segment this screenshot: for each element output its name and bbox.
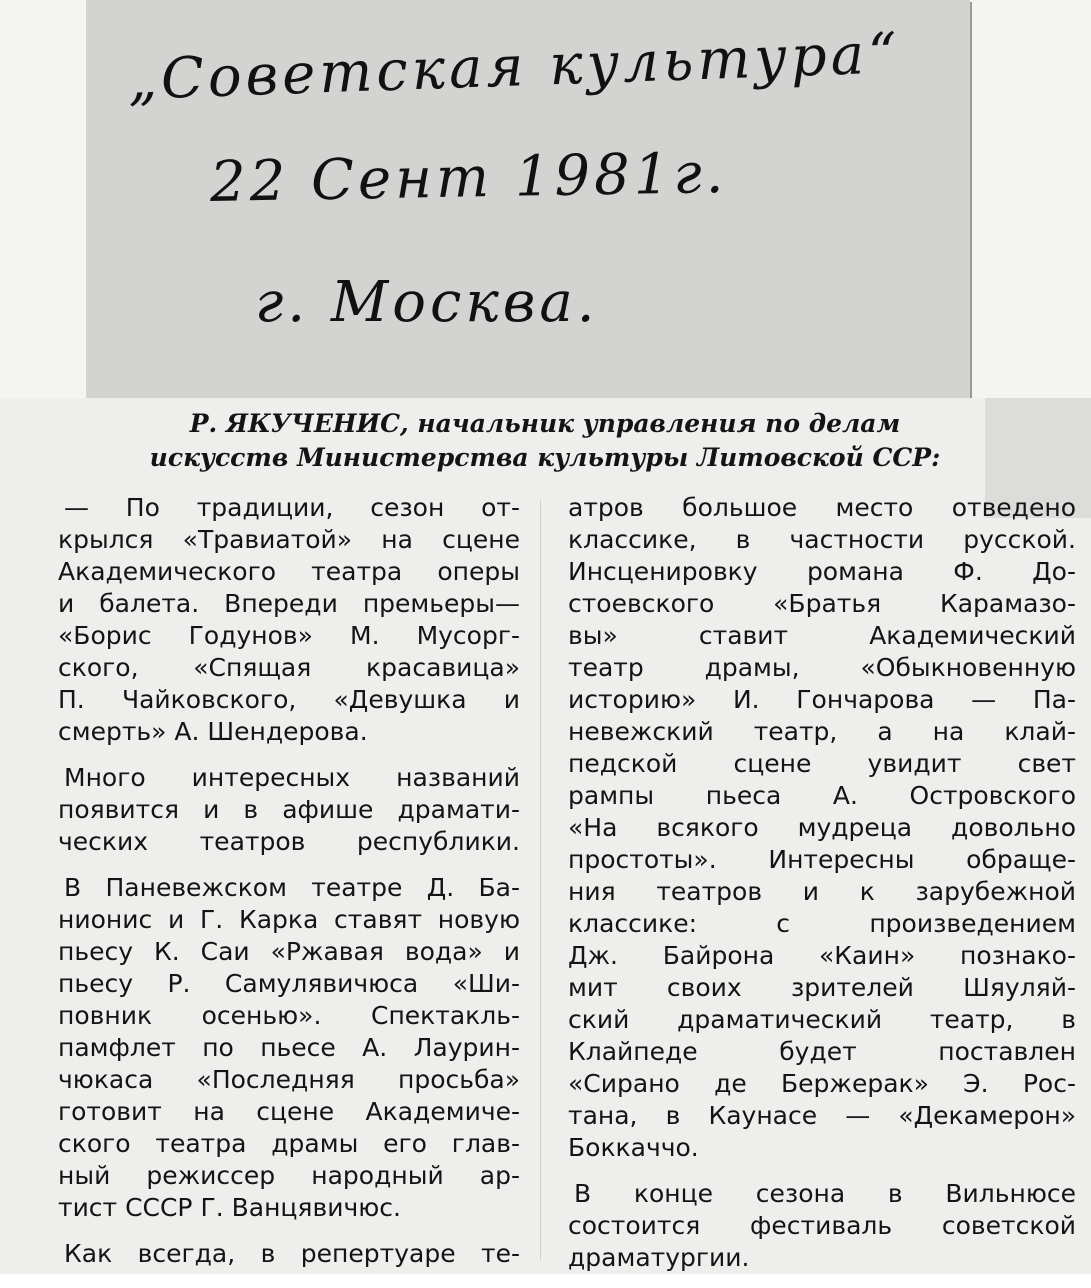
article-line: Академического театра оперы xyxy=(58,557,520,586)
article-line: ный режиссер народный ар- xyxy=(58,1161,520,1190)
article-paragraph xyxy=(58,872,520,1224)
article-line: атров большое место отведено xyxy=(568,493,1076,522)
article-line: ский драматический театр, в xyxy=(568,1005,1076,1034)
article-line: состоится фестиваль советской xyxy=(568,1211,1076,1240)
article-header-line: искусств Министерства культуры Литовской ССР: xyxy=(149,443,941,472)
article-header-line: Р. ЯКУЧЕНИС, начальник управления по делам xyxy=(189,409,901,438)
article-right-column xyxy=(568,492,1076,1288)
article-line: Много интересных названий xyxy=(64,763,520,792)
article-paragraph xyxy=(568,1178,1076,1274)
article-line: Клайпеде будет поставлен xyxy=(568,1037,1076,1066)
article-line: ского театра драмы его глав- xyxy=(58,1129,520,1158)
article-line: ческих театров республики. xyxy=(58,827,520,856)
article-line: «Борис Годунов» М. Мусорг- xyxy=(58,621,520,650)
handwritten-city: г. Москва. xyxy=(255,270,599,335)
article-line: — По традиции, сезон от- xyxy=(64,493,520,522)
article-paragraph xyxy=(568,492,1076,1164)
article-line: тист СССР Г. Ванцявичюс. xyxy=(58,1193,401,1222)
article-line: Как всегда, в репертуаре те- xyxy=(64,1239,520,1268)
article-line: историю» И. Гончарова — Па- xyxy=(568,685,1076,714)
article-line: памфлет по пьесе А. Лаурин- xyxy=(58,1033,520,1062)
article-line: рампы пьеса А. Островского xyxy=(568,781,1076,810)
article-line: смерть» А. Шендерова. xyxy=(58,717,368,746)
article-line: театр драмы, «Обыкновенную xyxy=(568,653,1076,682)
article-paragraph xyxy=(58,492,520,748)
article-line: нионис и Г. Карка ставят новую xyxy=(58,905,520,934)
article-paragraph xyxy=(58,762,520,858)
article-line: В Паневежском театре Д. Ба- xyxy=(64,873,520,902)
handwritten-date: 22 Сент 1981г. xyxy=(209,140,728,215)
article-line: ния театров и к зарубежной xyxy=(568,877,1076,906)
article-line: невежский театр, а на клай- xyxy=(568,717,1076,746)
article-line: классике, в частности русской. xyxy=(568,525,1076,554)
article-line: пьесу К. Саи «Ржавая вода» и xyxy=(58,937,520,966)
article-line: пьесу Р. Самулявичюса «Ши- xyxy=(58,969,520,998)
article-paragraph xyxy=(58,1238,520,1270)
article-line: появится и в афише драмати- xyxy=(58,795,520,824)
article-line: «На всякого мудреца довольно xyxy=(568,813,1076,842)
article-line: готовит на сцене Академиче- xyxy=(58,1097,520,1126)
article-line: В конце сезона в Вильнюсе xyxy=(574,1179,1076,1208)
article-line: педской сцене увидит свет xyxy=(568,749,1076,778)
article-line: вы» ставит Академический xyxy=(568,621,1076,650)
article-line: П. Чайковского, «Девушка и xyxy=(58,685,520,714)
article-line: и балета. Впереди премьеры— xyxy=(58,589,520,618)
article-line: повник осенью». Спектакль- xyxy=(58,1001,520,1030)
article-line: крылся «Травиатой» на сцене xyxy=(58,525,520,554)
article-line: чюкаса «Последняя просьба» xyxy=(58,1065,520,1094)
article-line: «Сирано де Бержерак» Э. Рос- xyxy=(568,1069,1076,1098)
article-line: простоты». Интересны обраще- xyxy=(568,845,1076,874)
article-line: ского, «Спящая красавица» xyxy=(58,653,520,682)
article-line: тана, в Каунасе — «Декамерон» xyxy=(568,1101,1076,1130)
article-line: мит своих зрителей Шяуляй- xyxy=(568,973,1076,1002)
article-line: драматургии. xyxy=(568,1243,750,1272)
article-left-column xyxy=(58,492,520,1284)
handwritten-newspaper-name: „Советская культура“ xyxy=(126,21,902,113)
article-header xyxy=(40,407,1050,475)
article-line: Инсценировку романа Ф. До- xyxy=(568,557,1076,586)
article-line: классике: с произведением xyxy=(568,909,1076,938)
article-line: стоевского «Братья Карамазо- xyxy=(568,589,1076,618)
article-line: Боккаччо. xyxy=(568,1133,699,1162)
article-line: Дж. Байрона «Каин» познако- xyxy=(568,941,1076,970)
column-divider xyxy=(540,500,541,1260)
